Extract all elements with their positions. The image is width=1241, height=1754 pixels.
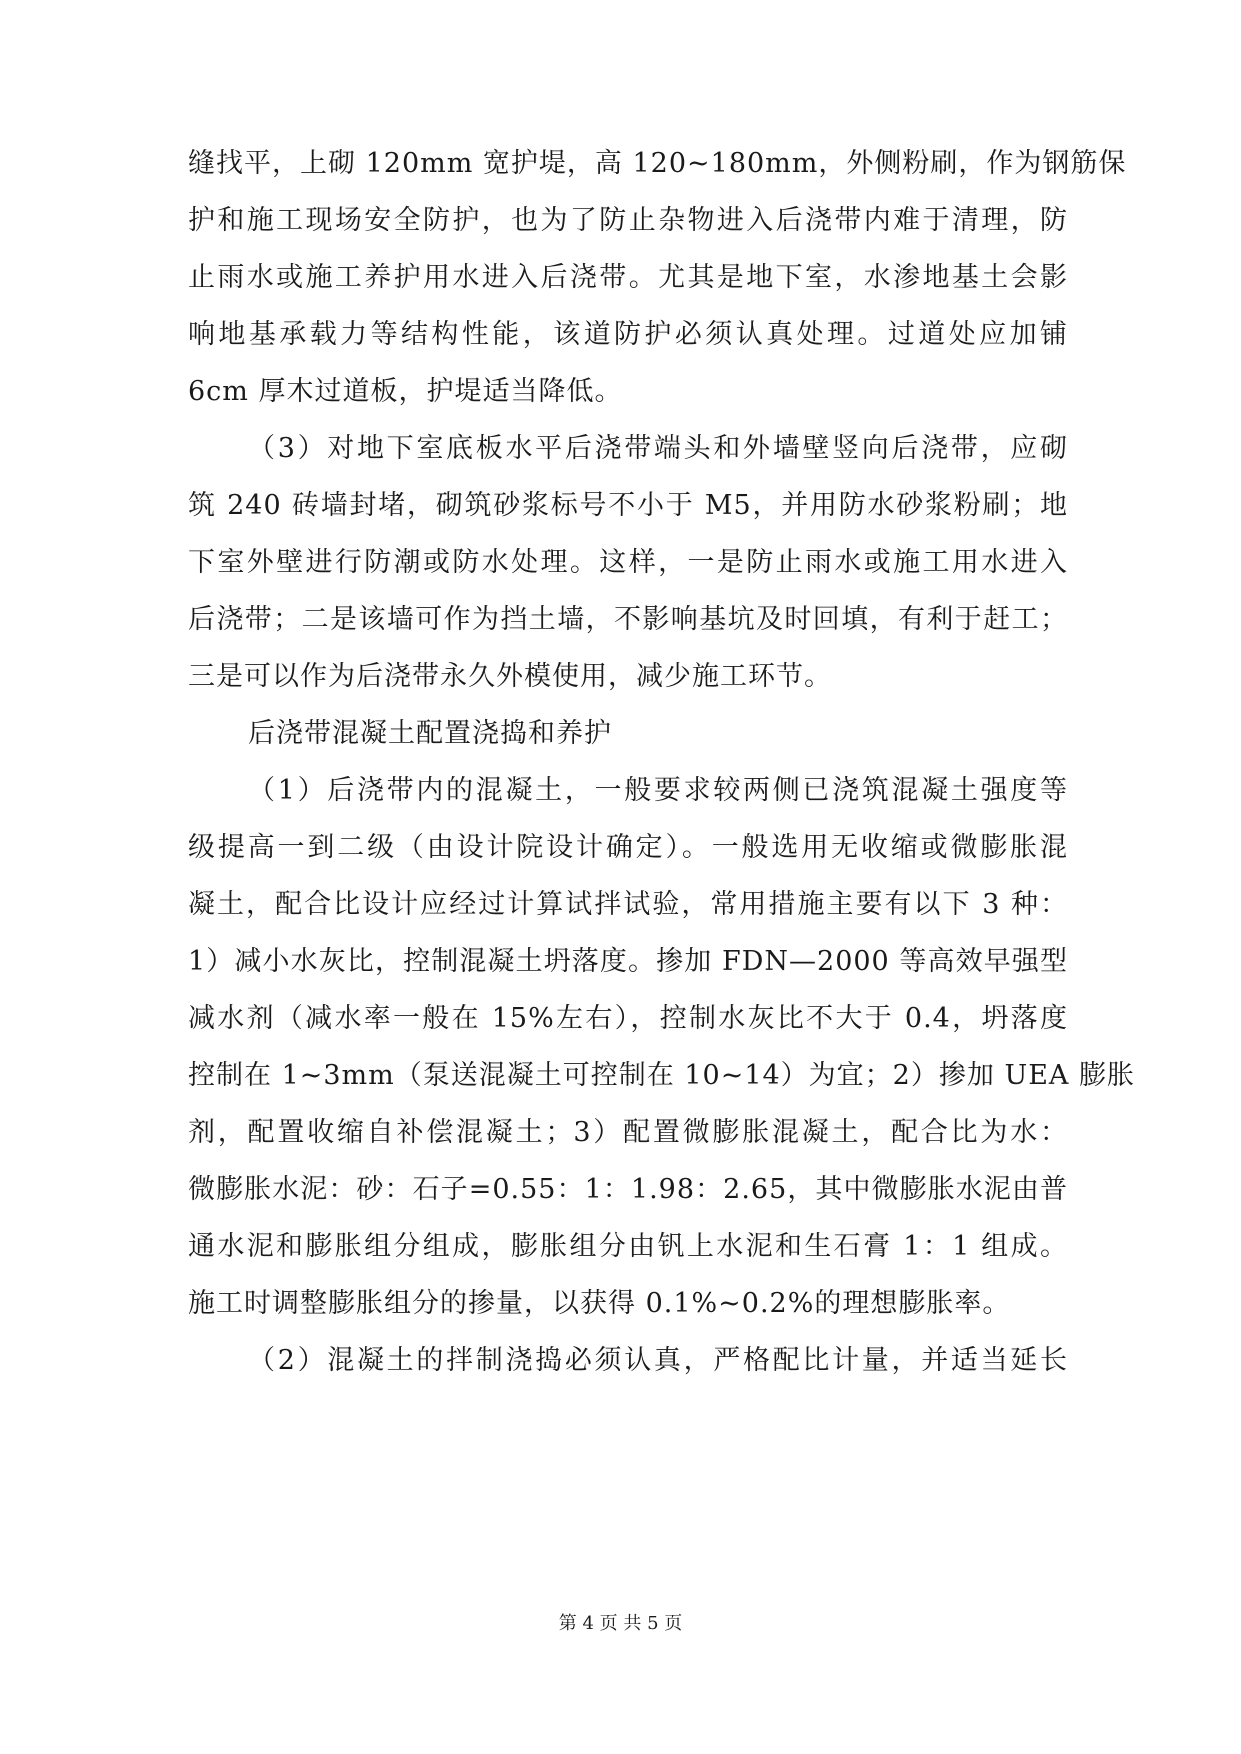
section-heading: 后浇带混凝土配置浇捣和养护 bbox=[248, 718, 612, 749]
text-line-22: （2）混凝土的拌制浇捣必须认真，严格配比计量，并适当延长 bbox=[248, 1345, 1068, 1376]
text-line-21: 施工时调整膨胀组分的掺量，以获得 0.1%~0.2%的理想膨胀率。 bbox=[188, 1288, 1011, 1319]
text-line-13: 级提高一到二级（由设计院设计确定）。一般选用无收缩或微膨胀混 bbox=[188, 832, 1068, 863]
text-line-7: 筑 240 砖墙封堵，砌筑砂浆标号不小于 M5，并用防水砂浆粉刷；地 bbox=[188, 490, 1068, 521]
text-line-10: 三是可以作为后浇带永久外模使用，减少施工环节。 bbox=[188, 661, 832, 692]
text-line-3: 止雨水或施工养护用水进入后浇带。尤其是地下室，水渗地基土会影 bbox=[188, 262, 1068, 293]
text-line-1: 缝找平，上砌 120mm 宽护堤，高 120~180mm，外侧粉刷，作为钢筋保 bbox=[188, 148, 1127, 179]
text-line-2: 护和施工现场安全防护，也为了防止杂物进入后浇带内难于清理，防 bbox=[188, 205, 1068, 236]
text-line-6: （3）对地下室底板水平后浇带端头和外墙壁竖向后浇带，应砌 bbox=[248, 433, 1068, 464]
text-line-5: 6cm 厚木过道板，护堤适当降低。 bbox=[188, 376, 623, 407]
text-line-9: 后浇带；二是该墙可作为挡土墙，不影响基坑及时回填，有利于赶工； bbox=[188, 604, 1068, 635]
text-line-19: 微膨胀水泥：砂：石子=0.55：1：1.98：2.65，其中微膨胀水泥由普 bbox=[188, 1174, 1068, 1205]
text-line-4: 响地基承载力等结构性能，该道防护必须认真处理。过道处应加铺 bbox=[188, 319, 1068, 350]
text-line-20: 通水泥和膨胀组分组成，膨胀组分由钒上水泥和生石膏 1：1 组成。 bbox=[188, 1231, 1068, 1262]
page-number-footer: 第 4 页 共 5 页 bbox=[558, 1613, 683, 1634]
text-line-14: 凝土，配合比设计应经过计算试拌试验，常用措施主要有以下 3 种： bbox=[188, 889, 1068, 920]
text-line-16: 减水剂（减水率一般在 15%左右），控制水灰比不大于 0.4，坍落度 bbox=[188, 1003, 1068, 1034]
text-line-8: 下室外壁进行防潮或防水处理。这样，一是防止雨水或施工用水进入 bbox=[188, 547, 1068, 578]
text-line-17: 控制在 1~3mm（泵送混凝土可控制在 10~14）为宜；2）掺加 UEA 膨胀 bbox=[188, 1060, 1135, 1091]
text-line-15: 1）减小水灰比，控制混凝土坍落度。掺加 FDN—2000 等高效早强型 bbox=[188, 946, 1068, 977]
text-line-12: （1）后浇带内的混凝土，一般要求较两侧已浇筑混凝土强度等 bbox=[248, 775, 1068, 806]
text-line-18: 剂，配置收缩自补偿混凝土；3）配置微膨胀混凝土，配合比为水： bbox=[188, 1117, 1068, 1148]
